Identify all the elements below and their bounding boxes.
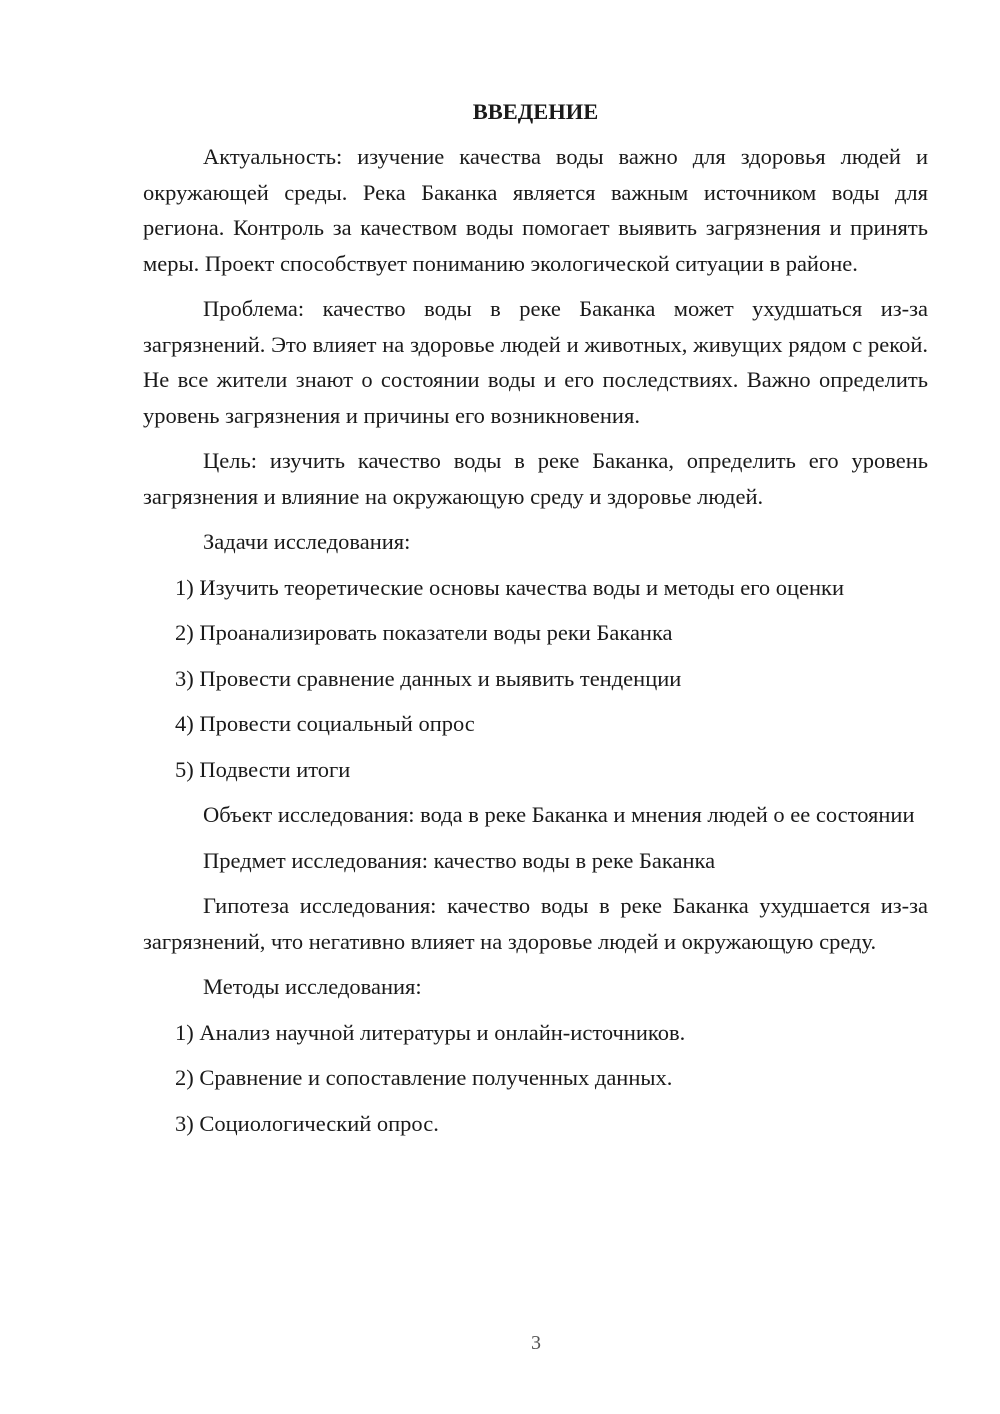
goal-paragraph: Цель: изучить качество воды в реке Баканка, определить его уровень загрязнения и влияние на окружающую среду и здоровье людей.	[143, 448, 928, 509]
list-item: 1) Изучить теоретические основы качества воды и методы его оценки	[175, 574, 845, 600]
object-paragraph: Объект исследования: вода в реке Баканка и мнения людей о ее состоянии	[203, 802, 915, 827]
tasks-label: Задачи исследования:	[203, 529, 411, 554]
relevance-paragraph: Актуальность: изучение качества воды важно для здоровья людей и окружающей среды. Река Баканка является важным источником воды для региона. Контроль за качеством воды помогает выявить загрязнения и принять меры. Проект способствует пониманию экологической ситуации в районе.	[143, 144, 928, 276]
list-item: 2) Проанализировать показатели воды реки Баканка	[175, 620, 673, 645]
methods-list	[143, 1015, 928, 1142]
subject-paragraph: Предмет исследования: качество воды в реке Баканка	[203, 847, 716, 873]
section-heading: ВВЕДЕНИЕ	[472, 99, 599, 124]
problem-paragraph: Проблема: качество воды в реке Баканка может ухудшаться из-за загрязнений. Это влияет на здоровье людей и животных, живущих рядом с рекой. Не все жители знают о состоянии воды и его последствиях. Важно определить уровень загрязнения и причины его возникновения.	[143, 296, 928, 428]
list-item: 2) Сравнение и сопоставление полученных данных.	[175, 1065, 673, 1090]
page-number: 3	[531, 1332, 541, 1354]
list-item: 3) Социологический опрос.	[175, 1110, 439, 1136]
tasks-list	[143, 570, 928, 788]
hypothesis-paragraph: Гипотеза исследования: качество воды в реке Баканка ухудшается из-за загрязнений, что негативно влияет на здоровье людей и окружающую среду.	[143, 893, 928, 954]
list-item: 3) Провести сравнение данных и выявить тенденции	[175, 665, 682, 691]
page-content	[143, 94, 928, 1151]
list-item: 4) Провести социальный опрос	[175, 711, 475, 736]
methods-label: Методы исследования:	[203, 974, 422, 999]
list-item: 1) Анализ научной литературы и онлайн-источников.	[175, 1019, 686, 1045]
list-item: 5) Подвести итоги	[175, 756, 351, 782]
